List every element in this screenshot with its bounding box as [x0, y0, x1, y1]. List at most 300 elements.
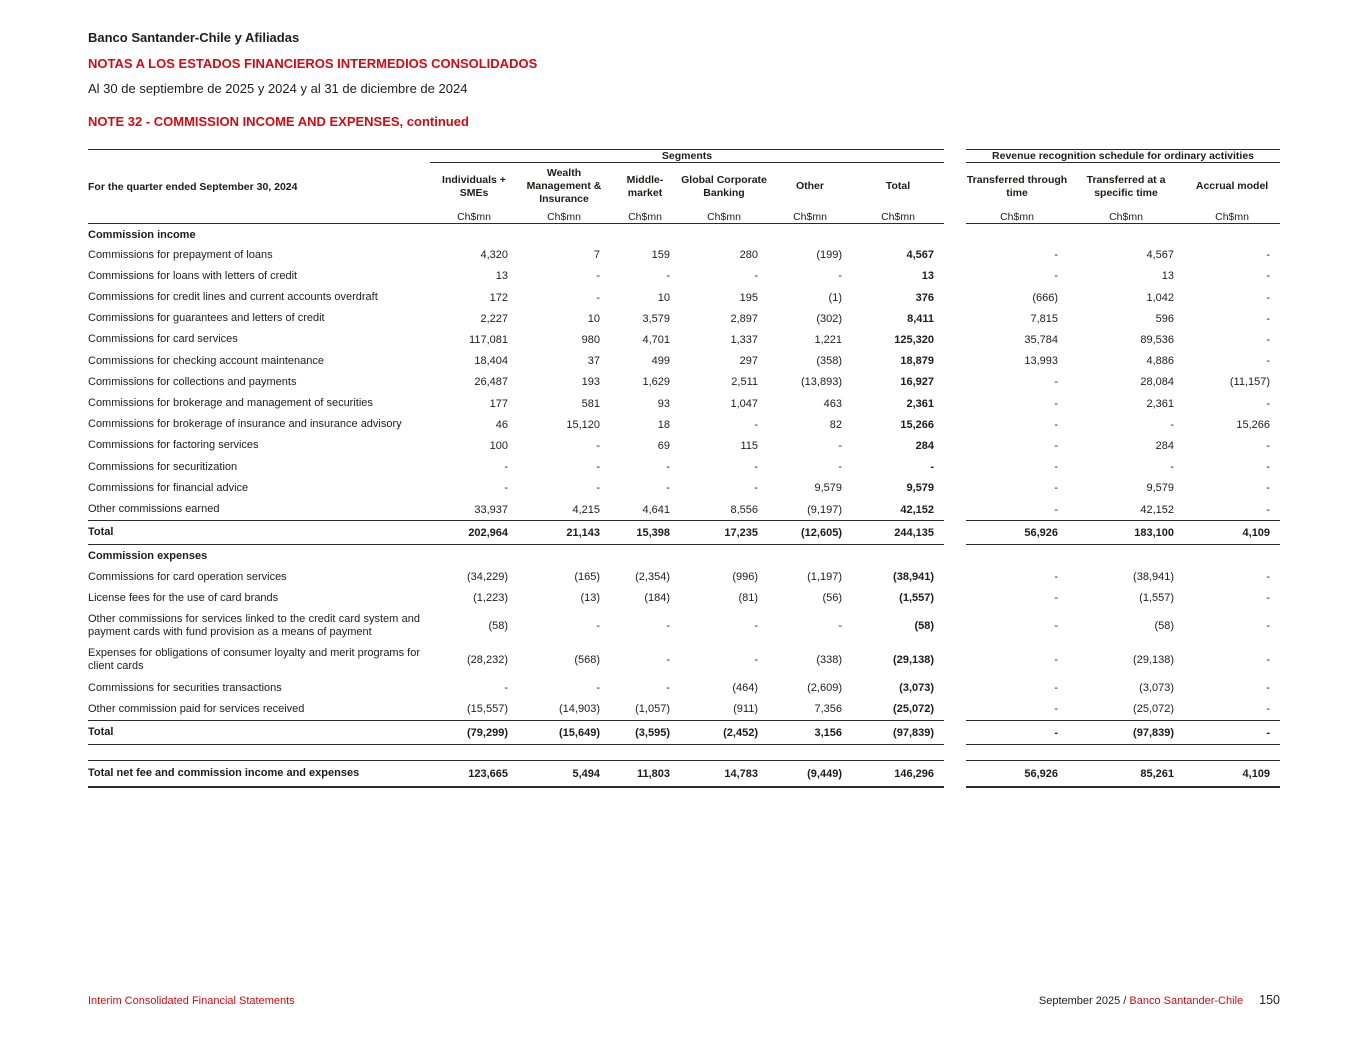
value-cell: 35,784	[1024, 334, 1059, 347]
value-cell: (15,557)	[467, 703, 508, 716]
report-subtitle: NOTAS A LOS ESTADOS FINANCIEROS INTERMEDIOS CONSOLIDADOS	[88, 56, 538, 71]
footer-left-text: Interim Consolidated Financial Statements	[88, 995, 295, 1007]
value-cell: 4,215	[572, 503, 600, 516]
value-cell: (1,197)	[807, 571, 842, 584]
value-cell: 56,926	[966, 521, 1068, 545]
value-cell: 21,143	[518, 521, 610, 545]
value-cell: -	[1054, 439, 1059, 452]
table-row	[88, 478, 1280, 499]
table-row	[88, 499, 1280, 521]
value-cell: -	[666, 270, 670, 283]
table-row	[88, 351, 1280, 372]
column-gap	[944, 435, 966, 456]
col-wealth-management: Wealth Management & Insurance	[526, 167, 602, 206]
unit-label: Ch$mn	[1068, 211, 1184, 224]
value-cell: 193	[581, 376, 600, 389]
footer-right	[1039, 993, 1280, 1007]
value-cell: 2,511	[731, 376, 758, 389]
value-cell: -	[966, 721, 1068, 745]
value-cell: (34,229)	[467, 571, 508, 584]
table-row	[88, 567, 1280, 588]
value-cell: 93	[657, 397, 670, 410]
value-cell: -	[1054, 503, 1059, 516]
column-gap	[944, 521, 966, 545]
column-gap	[944, 699, 966, 721]
value-cell: 159	[651, 249, 670, 262]
value-cell: 4,641	[642, 503, 670, 516]
value-cell: 980	[581, 334, 600, 347]
value-cell: 13	[1161, 270, 1175, 283]
value-cell: 284	[1155, 439, 1175, 452]
row-label: Total	[88, 721, 430, 745]
value-cell: 244,135	[852, 521, 944, 545]
footer-brand-text: Banco Santander-Chile	[1129, 995, 1244, 1007]
value-cell: 17,235	[680, 521, 768, 545]
column-gap	[944, 499, 966, 521]
group-header-segments: Segments	[430, 150, 944, 163]
col-other: Other	[795, 180, 824, 193]
unit-label: Ch$mn	[680, 211, 768, 224]
value-cell: (1,057)	[635, 703, 670, 716]
row-label: Commissions for brokerage of insurance and insurance advisory	[88, 418, 402, 431]
unit-row	[88, 211, 1280, 224]
value-cell: -	[754, 461, 758, 474]
row-label: Commissions for financial advice	[88, 481, 249, 494]
table-row	[88, 678, 1280, 699]
row-label: Commissions for securitization	[88, 460, 238, 473]
value-cell: 2,361	[1146, 397, 1175, 410]
value-cell: -	[1054, 620, 1059, 633]
value-cell: (199)	[816, 249, 842, 262]
col-transferred-specific-time: Transferred at a specific time	[1086, 173, 1166, 199]
value-cell: (97,839)	[852, 721, 944, 745]
value-cell: 284	[915, 439, 935, 452]
value-cell: -	[596, 461, 600, 474]
value-cell: 4,886	[1146, 355, 1175, 368]
column-gap	[944, 761, 966, 788]
value-cell: -	[1266, 503, 1271, 516]
value-cell: (12,605)	[768, 521, 852, 545]
row-label: Expenses for obligations of consumer loyalty and merit programs for client cards	[88, 647, 420, 673]
value-cell: -	[1266, 355, 1271, 368]
row-label: Total	[88, 521, 430, 545]
value-cell: 7,356	[814, 703, 842, 716]
unit-label: Ch$mn	[966, 211, 1068, 224]
value-cell: (38,941)	[893, 571, 935, 584]
table-row	[88, 245, 1280, 266]
value-cell: 1,047	[730, 397, 758, 410]
value-cell: (1)	[828, 291, 842, 304]
row-header-quarter: For the quarter ended September 30, 2024	[88, 180, 298, 193]
value-cell: -	[1266, 461, 1271, 474]
value-cell: 15,266	[900, 418, 935, 431]
value-cell: -	[1054, 376, 1059, 389]
value-cell: 3,156	[768, 721, 852, 745]
row-label: Commissions for credit lines and current accounts overdraft	[88, 291, 378, 304]
value-cell: -	[504, 461, 508, 474]
note-title: NOTE 32 - COMMISSION INCOME AND EXPENSES, continued	[88, 114, 469, 129]
column-gap	[944, 478, 966, 499]
value-cell: (13)	[580, 592, 600, 605]
value-cell: (338)	[816, 654, 842, 667]
row-label: Other commissions for services linked to the credit card system and payment cards with fund provision as a means of payment	[88, 612, 420, 639]
value-cell: 117,081	[469, 334, 508, 347]
unit-label: Ch$mn	[518, 211, 610, 224]
value-cell: -	[1054, 249, 1059, 262]
value-cell: -	[838, 439, 842, 452]
value-cell: (1,557)	[1139, 592, 1175, 605]
unit-label: Ch$mn	[430, 211, 518, 224]
value-cell: (3,073)	[899, 682, 935, 695]
value-cell: 4,567	[1146, 249, 1175, 262]
value-cell: (15,649)	[518, 721, 610, 745]
value-cell: -	[504, 682, 508, 695]
value-cell: -	[666, 620, 670, 633]
column-gap	[944, 329, 966, 350]
value-cell: 69	[657, 439, 670, 452]
value-cell: -	[754, 270, 758, 283]
col-total: Total	[885, 180, 911, 193]
column-header-row	[88, 163, 1280, 211]
table-row	[88, 308, 1280, 329]
value-cell: (28,232)	[467, 654, 508, 667]
value-cell: (666)	[1032, 291, 1059, 304]
commissions-table	[88, 149, 1280, 788]
value-cell: -	[1266, 654, 1271, 667]
value-cell: 11,803	[610, 761, 680, 788]
value-cell: (56)	[822, 592, 842, 605]
column-gap	[944, 609, 966, 643]
value-cell: -	[1266, 397, 1271, 410]
value-cell: -	[596, 291, 600, 304]
value-cell: -	[1184, 721, 1280, 745]
table-row	[88, 287, 1280, 308]
value-cell: -	[1054, 270, 1059, 283]
value-cell: -	[1266, 334, 1271, 347]
table-row	[88, 643, 1280, 677]
value-cell: 195	[739, 291, 758, 304]
value-cell: 2,361	[906, 397, 935, 410]
value-cell: 297	[739, 355, 758, 368]
column-gap	[944, 308, 966, 329]
column-gap	[944, 457, 966, 478]
value-cell: (14,903)	[559, 703, 600, 716]
unit-label: Ch$mn	[1184, 211, 1280, 224]
column-gap	[944, 643, 966, 677]
value-cell: -	[754, 482, 758, 495]
value-cell: 4,567	[906, 249, 935, 262]
footer-date-text: September 2025 /	[1038, 995, 1130, 1007]
value-cell: 177	[489, 397, 508, 410]
value-cell: -	[504, 482, 508, 495]
value-cell: 2,897	[730, 312, 758, 325]
group-header-spacer	[88, 150, 430, 163]
unit-label: Ch$mn	[610, 211, 680, 224]
value-cell: -	[1266, 249, 1271, 262]
value-cell: 15,266	[1236, 418, 1271, 431]
value-cell: (38,941)	[1133, 571, 1175, 584]
col-individuals-smes: Individuals + SMEs	[442, 173, 506, 199]
value-cell: -	[838, 620, 842, 633]
value-cell: 28,084	[1140, 376, 1175, 389]
value-cell: -	[1266, 703, 1271, 716]
table-row	[88, 393, 1280, 414]
col-transferred-through-time: Transferred through time	[966, 173, 1068, 199]
value-cell: 13,993	[1024, 355, 1059, 368]
value-cell: 15,398	[610, 521, 680, 545]
row-label: Total net fee and commission income and expenses	[88, 761, 430, 788]
value-cell: (464)	[732, 682, 758, 695]
value-cell: 26,487	[474, 376, 508, 389]
value-cell: 82	[829, 418, 842, 431]
row-label: Commissions for brokerage and management of securities	[88, 397, 373, 409]
value-cell: -	[1266, 312, 1271, 325]
value-cell: -	[666, 461, 670, 474]
value-cell: 18,879	[900, 355, 935, 368]
value-cell: (79,299)	[430, 721, 518, 745]
value-cell: -	[838, 270, 842, 283]
column-gap	[944, 393, 966, 414]
value-cell: -	[596, 270, 600, 283]
col-global-corporate: Global Corporate Banking	[681, 173, 767, 199]
value-cell: 596	[1155, 312, 1175, 325]
value-cell: 146,296	[852, 761, 944, 788]
value-cell: 42,152	[1140, 503, 1175, 516]
value-cell: (29,138)	[1133, 654, 1175, 667]
value-cell: 7	[593, 249, 600, 262]
column-gap	[944, 266, 966, 287]
row-label: Commissions for securities transactions	[88, 681, 282, 694]
value-cell: -	[1054, 482, 1059, 495]
value-cell: 9,579	[814, 482, 842, 495]
row-label: Commissions for factoring services	[88, 439, 259, 452]
value-cell: (2,609)	[807, 682, 842, 695]
value-cell: -	[666, 482, 670, 495]
value-cell: -	[1054, 682, 1059, 695]
value-cell: 16,927	[900, 376, 935, 389]
value-cell: 10	[587, 312, 600, 325]
value-cell: (58)	[488, 620, 508, 633]
unit-label: Ch$mn	[768, 211, 852, 224]
value-cell: (11,157)	[1229, 376, 1271, 389]
table-row	[88, 457, 1280, 478]
value-cell: 125,320	[894, 334, 935, 347]
column-gap	[944, 678, 966, 699]
value-cell: -	[1054, 654, 1059, 667]
value-cell: -	[930, 461, 935, 474]
table-row	[88, 266, 1280, 287]
value-cell: 4,701	[642, 334, 670, 347]
column-gap	[944, 372, 966, 393]
value-cell: -	[1170, 418, 1175, 431]
value-cell: -	[754, 654, 758, 667]
value-cell: 15,120	[566, 418, 600, 431]
group-header-revenue-recognition: Revenue recognition schedule for ordinary activities	[966, 150, 1280, 163]
table-row	[88, 414, 1280, 435]
value-cell: -	[838, 461, 842, 474]
value-cell: -	[1266, 682, 1271, 695]
value-cell: 18	[657, 418, 670, 431]
value-cell: (81)	[738, 592, 758, 605]
value-cell: 7,815	[1030, 312, 1059, 325]
value-cell: 37	[587, 355, 600, 368]
value-cell: 10	[657, 291, 670, 304]
page-number: 150	[1259, 993, 1280, 1007]
value-cell: 46	[495, 418, 508, 431]
value-cell: -	[1266, 571, 1271, 584]
value-cell: 56,926	[966, 761, 1068, 788]
section-header-row	[88, 545, 1280, 567]
column-gap	[944, 351, 966, 372]
value-cell: 1,042	[1146, 291, 1175, 304]
value-cell: (2,354)	[635, 571, 670, 584]
column-gap	[944, 211, 966, 224]
table-row	[88, 435, 1280, 456]
value-cell: 8,411	[907, 312, 935, 325]
unit-spacer	[88, 211, 430, 224]
column-gap	[944, 588, 966, 609]
section-header-row	[88, 223, 1280, 245]
value-cell: (3,073)	[1139, 682, 1175, 695]
unit-label: Ch$mn	[852, 211, 944, 224]
value-cell: 123,665	[430, 761, 518, 788]
value-cell: 4,109	[1184, 761, 1280, 788]
value-cell: 202,964	[430, 521, 518, 545]
column-gap	[944, 414, 966, 435]
row-label: Commissions for card services	[88, 333, 238, 346]
value-cell: -	[1266, 620, 1271, 633]
spacer-cell	[88, 745, 1280, 761]
value-cell: -	[596, 620, 600, 633]
value-cell: -	[1054, 461, 1059, 474]
value-cell: 3,579	[642, 312, 670, 325]
value-cell: 100	[489, 439, 508, 452]
table-row	[88, 699, 1280, 721]
value-cell: -	[1266, 291, 1271, 304]
row-label: Other commission paid for services received	[88, 702, 305, 715]
column-gap	[944, 287, 966, 308]
value-cell: (29,138)	[893, 654, 935, 667]
value-cell: 89,536	[1140, 334, 1175, 347]
value-cell: 1,337	[730, 334, 758, 347]
value-cell: (1,223)	[473, 592, 508, 605]
column-gap	[944, 721, 966, 745]
value-cell: 8,556	[730, 503, 758, 516]
col-accrual-model: Accrual model	[1195, 180, 1269, 193]
value-cell: -	[596, 482, 600, 495]
value-cell: 13	[495, 270, 508, 283]
row-label: Other commissions earned	[88, 502, 220, 515]
section-label: Commission income	[88, 228, 196, 241]
column-gap	[944, 567, 966, 588]
value-cell: 463	[823, 397, 842, 410]
value-cell: 18,404	[474, 355, 508, 368]
value-cell: (165)	[574, 571, 600, 584]
company-title: Banco Santander-Chile y Afiliadas	[88, 30, 300, 45]
value-cell: -	[666, 654, 670, 667]
value-cell: -	[754, 418, 758, 431]
value-cell: (9,197)	[807, 503, 842, 516]
value-cell: -	[1054, 571, 1059, 584]
value-cell: (1,557)	[899, 592, 935, 605]
value-cell: -	[1266, 439, 1271, 452]
value-cell: (3,595)	[610, 721, 680, 745]
value-cell: (911)	[733, 703, 758, 716]
value-cell: (97,839)	[1068, 721, 1184, 745]
row-label: Commissions for collections and payments	[88, 375, 297, 388]
value-cell: -	[596, 439, 600, 452]
group-header-row	[88, 150, 1280, 163]
value-cell: (9,449)	[768, 761, 852, 788]
value-cell: 33,937	[474, 503, 508, 516]
table-row	[88, 521, 1280, 545]
value-cell: (302)	[816, 312, 842, 325]
value-cell: 9,579	[906, 482, 935, 495]
table-row	[88, 609, 1280, 643]
table-body	[88, 223, 1280, 787]
value-cell: -	[596, 682, 600, 695]
value-cell: 280	[739, 249, 758, 262]
value-cell: (2,452)	[680, 721, 768, 745]
value-cell: 1,629	[642, 376, 670, 389]
value-cell: 115	[740, 439, 758, 452]
value-cell: 85,261	[1068, 761, 1184, 788]
value-cell: (568)	[574, 654, 600, 667]
value-cell: -	[1054, 703, 1059, 716]
value-cell: -	[1054, 592, 1059, 605]
value-cell: 14,783	[680, 761, 768, 788]
value-cell: -	[1266, 270, 1271, 283]
value-cell: (184)	[644, 592, 670, 605]
value-cell: 4,320	[480, 249, 508, 262]
table-row	[88, 761, 1280, 788]
value-cell: (358)	[816, 355, 842, 368]
value-cell: 581	[581, 397, 600, 410]
value-cell: -	[1266, 482, 1271, 495]
value-cell: -	[1054, 397, 1059, 410]
value-cell: 172	[489, 291, 508, 304]
value-cell: (25,072)	[1133, 703, 1175, 716]
value-cell: -	[666, 682, 670, 695]
row-label: Commissions for prepayment of loans	[88, 248, 273, 261]
value-cell: -	[1170, 461, 1175, 474]
row-label: Commissions for card operation services	[88, 570, 287, 583]
table-row	[88, 588, 1280, 609]
value-cell: 9,579	[1146, 482, 1175, 495]
table-row	[88, 372, 1280, 393]
value-cell: 4,109	[1184, 521, 1280, 545]
column-gap	[944, 163, 966, 211]
value-cell: 42,152	[900, 503, 935, 516]
value-cell: 2,227	[480, 312, 508, 325]
value-cell: -	[1266, 592, 1271, 605]
value-cell: 13	[921, 270, 935, 283]
value-cell: -	[754, 620, 758, 633]
report-dateline: Al 30 de septiembre de 2025 y 2024 y al 31 de diciembre de 2024	[88, 81, 468, 96]
value-cell: 499	[651, 355, 670, 368]
row-label: Commissions for loans with letters of credit	[88, 269, 298, 282]
value-cell: 183,100	[1068, 521, 1184, 545]
value-cell: (996)	[732, 571, 758, 584]
col-middle-market: Middle-market	[626, 173, 664, 199]
value-cell: 376	[915, 291, 935, 304]
value-cell: 5,494	[518, 761, 610, 788]
row-label: Commissions for checking account maintenance	[88, 354, 325, 367]
table-row	[88, 721, 1280, 745]
column-gap	[944, 245, 966, 266]
table-row	[88, 329, 1280, 350]
page-footer	[88, 993, 1280, 1007]
